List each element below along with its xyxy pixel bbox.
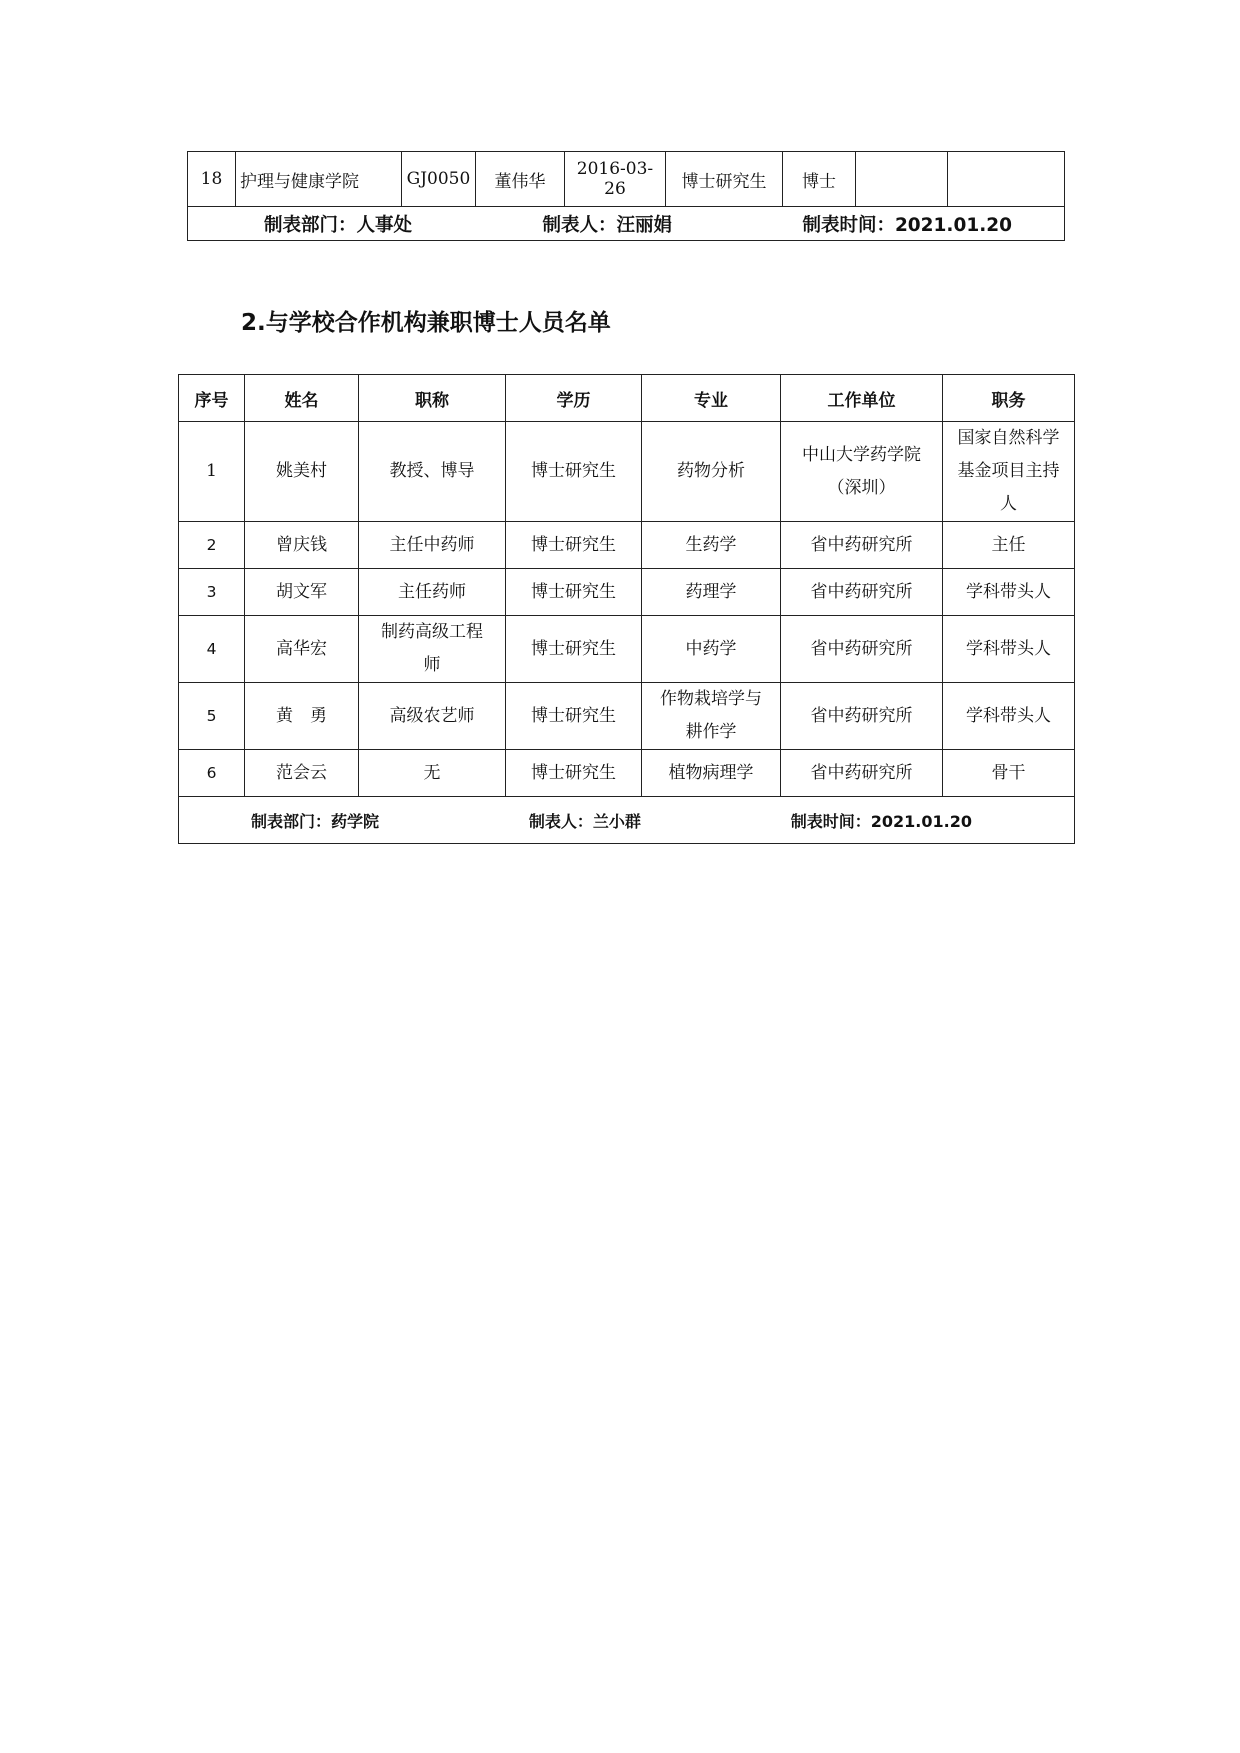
footer-dept: 制表部门：药学院 xyxy=(251,811,380,831)
unit-cell: 省中药研究所 xyxy=(781,569,943,616)
table-row xyxy=(188,152,1065,207)
name-cell: 姚美村 xyxy=(245,422,359,522)
title-cell: 教授、博导 xyxy=(359,422,506,522)
education-cell: 博士研究生 xyxy=(506,750,642,797)
row-number: 5 xyxy=(179,683,245,750)
unit-cell: 省中药研究所 xyxy=(781,616,943,683)
row-number: 1 xyxy=(179,422,245,522)
name-cell: 高华宏 xyxy=(245,616,359,683)
education-cell: 博士研究生 xyxy=(666,152,783,207)
table-row xyxy=(179,616,1075,683)
header-name: 姓名 xyxy=(245,375,359,422)
major-cell: 中药学 xyxy=(642,616,781,683)
name-cell: 胡文军 xyxy=(245,569,359,616)
empty-cell xyxy=(948,152,1065,207)
footer-dept: 制表部门：人事处 xyxy=(264,214,413,236)
table-footer-row xyxy=(179,797,1075,844)
footer-time: 制表时间：2021.01.20 xyxy=(802,214,1012,236)
unit-cell: 省中药研究所 xyxy=(781,750,943,797)
row-number: 4 xyxy=(179,616,245,683)
title-cell: 主任中药师 xyxy=(359,522,506,569)
parttime-phd-table xyxy=(178,374,1075,844)
table-row xyxy=(179,422,1075,522)
header-number: 序号 xyxy=(179,375,245,422)
title-cell: 主任药师 xyxy=(359,569,506,616)
empty-cell xyxy=(856,152,948,207)
header-title: 职称 xyxy=(359,375,506,422)
position-cell: 学科带头人 xyxy=(943,569,1075,616)
education-cell: 博士研究生 xyxy=(506,683,642,750)
school-cell: 护理与健康学院 xyxy=(236,152,402,207)
position-cell: 骨干 xyxy=(943,750,1075,797)
unit-cell: 省中药研究所 xyxy=(781,522,943,569)
row-number: 3 xyxy=(179,569,245,616)
header-position: 职务 xyxy=(943,375,1075,422)
table-row xyxy=(179,569,1075,616)
table-row xyxy=(179,683,1075,750)
position-cell: 主任 xyxy=(943,522,1075,569)
row-number: 6 xyxy=(179,750,245,797)
header-unit: 工作单位 xyxy=(781,375,943,422)
row-number: 2 xyxy=(179,522,245,569)
major-cell: 植物病理学 xyxy=(642,750,781,797)
title-cell: 高级农艺师 xyxy=(359,683,506,750)
title-cell: 制药高级工程师 xyxy=(359,616,506,683)
section-heading: 2.与学校合作机构兼职博士人员名单 xyxy=(241,310,611,336)
position-cell: 国家自然科学基金项目主持人 xyxy=(943,422,1075,522)
table-footer-row xyxy=(188,207,1065,241)
unit-cell: 中山大学药学院（深圳） xyxy=(781,422,943,522)
major-cell: 药理学 xyxy=(642,569,781,616)
footer-maker: 制表人：兰小群 xyxy=(528,811,641,831)
education-cell: 博士研究生 xyxy=(506,569,642,616)
name-cell: 曾庆钱 xyxy=(245,522,359,569)
code-cell: GJ0050 xyxy=(402,152,476,207)
unit-cell: 省中药研究所 xyxy=(781,683,943,750)
table-footer xyxy=(188,207,1065,241)
table-row xyxy=(179,522,1075,569)
date-cell: 2016-03-26 xyxy=(565,152,666,207)
table-header-row xyxy=(179,375,1075,422)
title-cell: 无 xyxy=(359,750,506,797)
position-cell: 学科带头人 xyxy=(943,683,1075,750)
table-footer xyxy=(179,797,1075,844)
major-cell: 作物栽培学与耕作学 xyxy=(642,683,781,750)
education-cell: 博士研究生 xyxy=(506,522,642,569)
degree-cell: 博士 xyxy=(783,152,856,207)
footer-maker: 制表人：汪丽娟 xyxy=(542,214,672,236)
education-cell: 博士研究生 xyxy=(506,422,642,522)
header-major: 专业 xyxy=(642,375,781,422)
major-cell: 生药学 xyxy=(642,522,781,569)
table-row xyxy=(179,750,1075,797)
major-cell: 药物分析 xyxy=(642,422,781,522)
education-cell: 博士研究生 xyxy=(506,616,642,683)
staff-table-continuation xyxy=(187,151,1065,241)
row-number: 18 xyxy=(188,152,236,207)
header-education: 学历 xyxy=(506,375,642,422)
name-cell: 董伟华 xyxy=(476,152,565,207)
name-cell: 黄 勇 xyxy=(245,683,359,750)
name-cell: 范会云 xyxy=(245,750,359,797)
footer-time: 制表时间：2021.01.20 xyxy=(790,811,972,831)
position-cell: 学科带头人 xyxy=(943,616,1075,683)
